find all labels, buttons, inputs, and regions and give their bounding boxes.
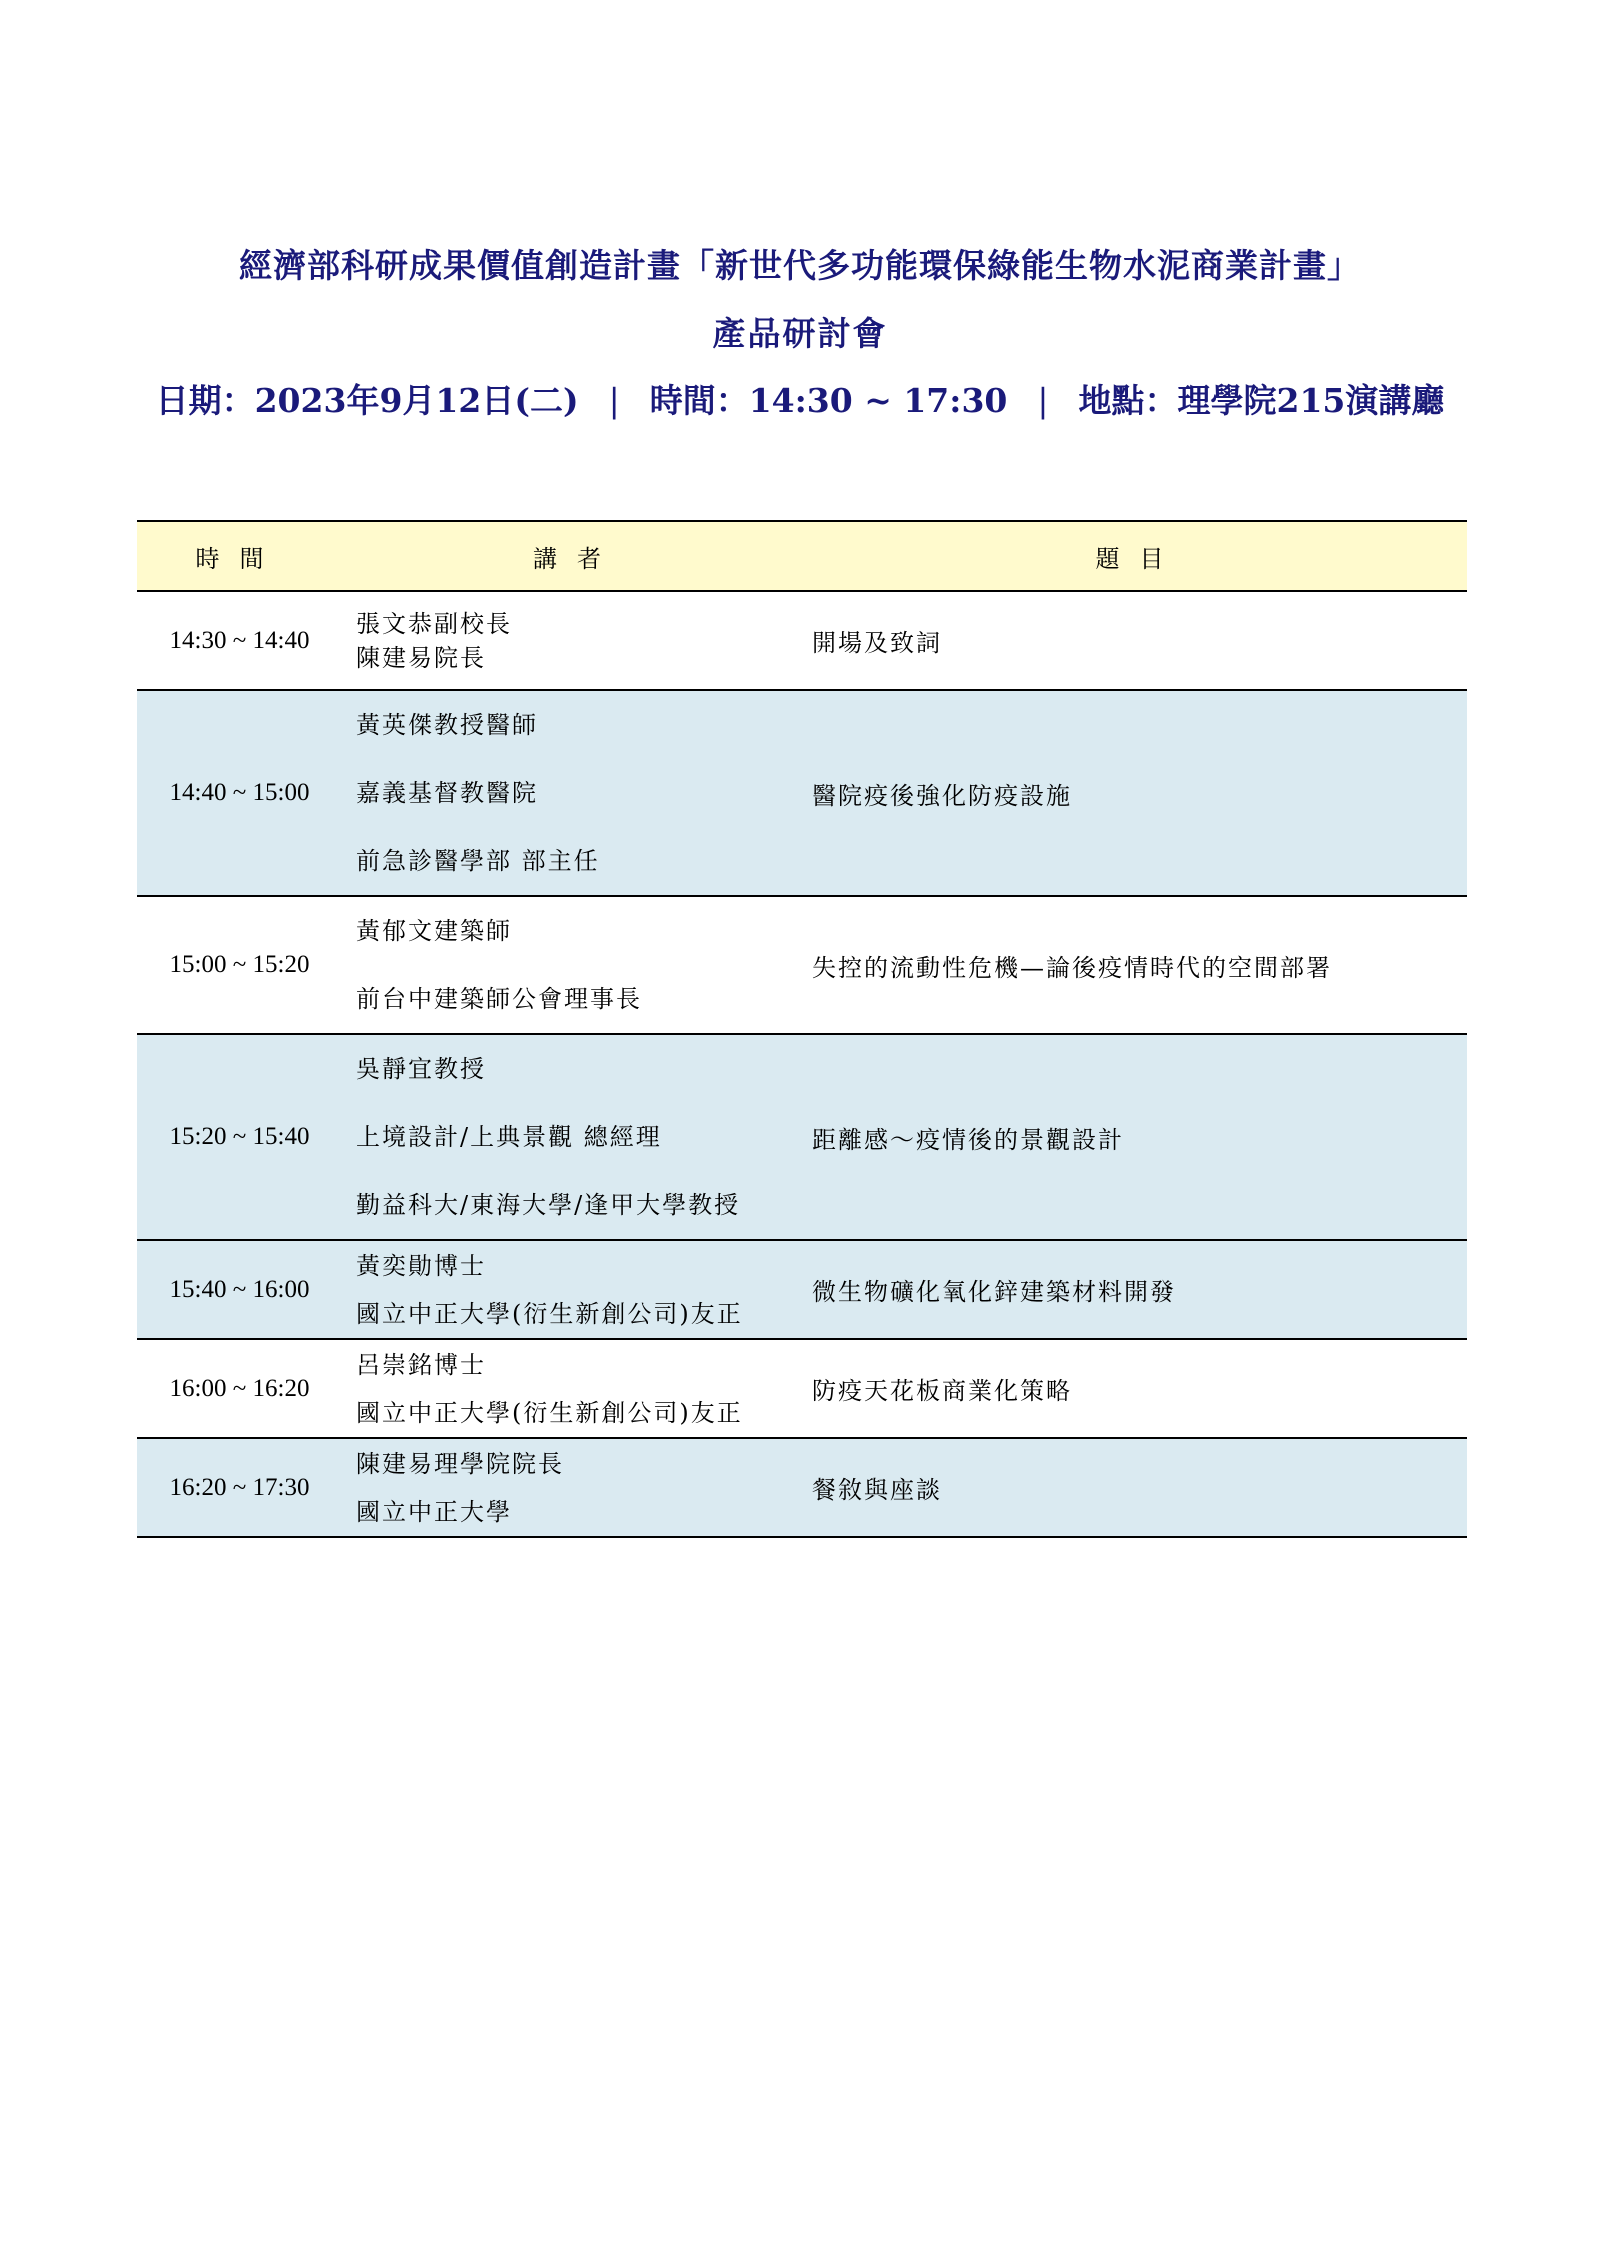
session-topic: 微生物礦化氧化鋅建築材料開發: [812, 1240, 1467, 1339]
session-speaker: [342, 1240, 812, 1339]
title-line-2: 產品研討會: [712, 314, 888, 353]
speaker-line: 上境設計/上典景觀 總經理: [356, 1123, 662, 1151]
speaker-line: 陳建易理學院院長: [356, 1449, 564, 1478]
speaker-line: 前急診醫學部 部主任: [356, 847, 600, 875]
session-topic: 醫院疫後強化防疫設施: [812, 690, 1467, 896]
speaker-line: 張文恭副校長: [356, 609, 512, 638]
event-date: 日期：2023年9月12日(二): [155, 381, 579, 420]
event-time: 時間：14:30 ~ 17:30: [649, 381, 1008, 420]
session-time: 16:20 ~ 17:30: [137, 1438, 342, 1537]
speaker-line: 國立中正大學: [356, 1497, 512, 1526]
info-separator: |: [1037, 381, 1049, 420]
session-speaker: [342, 1034, 812, 1240]
speaker-line: 國立中正大學(衍生新創公司)友正: [356, 1299, 743, 1328]
speaker-line: 黃郁文建築師: [356, 917, 512, 945]
title-line-1: 經濟部科研成果價值創造計畫「新世代多功能環保綠能生物水泥商業計畫」: [239, 246, 1361, 285]
session-time: 15:40 ~ 16:00: [137, 1240, 342, 1339]
session-speaker: [342, 1339, 812, 1438]
session-time: 16:00 ~ 16:20: [137, 1339, 342, 1438]
speaker-line: 呂崇銘博士: [356, 1350, 486, 1379]
event-place: 地點：理學院215演講廳: [1078, 381, 1445, 420]
session-topic: 失控的流動性危機—論後疫情時代的空間部署: [812, 896, 1467, 1034]
session-time: 14:30 ~ 14:40: [137, 591, 342, 690]
table-row: [137, 591, 1467, 690]
table-row: [137, 1034, 1467, 1240]
table-row: [137, 1438, 1467, 1537]
table-row: [137, 1240, 1467, 1339]
header-topic: 題目: [812, 521, 1467, 591]
speaker-line: 吳靜宜教授: [356, 1055, 486, 1083]
session-speaker: [342, 591, 812, 690]
session-topic: 防疫天花板商業化策略: [812, 1339, 1467, 1438]
table-row: [137, 896, 1467, 1034]
session-time: 15:00 ~ 15:20: [137, 896, 342, 1034]
session-speaker: [342, 690, 812, 896]
agenda-table: [137, 520, 1467, 1538]
session-time: 14:40 ~ 15:00: [137, 690, 342, 896]
speaker-line: 黃奕勛博士: [356, 1251, 486, 1280]
table-row: [137, 690, 1467, 896]
speaker-line: 前台中建築師公會理事長: [356, 985, 642, 1013]
speaker-line: 黃英傑教授醫師: [356, 711, 538, 739]
session-speaker: [342, 1438, 812, 1537]
session-speaker: [342, 896, 812, 1034]
session-time: 15:20 ~ 15:40: [137, 1034, 342, 1240]
speaker-line: 國立中正大學(衍生新創公司)友正: [356, 1398, 743, 1427]
header-time: 時間: [137, 521, 342, 591]
session-topic: 開場及致詞: [812, 591, 1467, 690]
event-info-line: [0, 375, 1600, 422]
speaker-line: 陳建易院長: [356, 643, 486, 672]
speaker-line: 嘉義基督教醫院: [356, 779, 538, 807]
speaker-line: 勤益科大/東海大學/逢甲大學教授: [356, 1191, 741, 1219]
table-header-row: [137, 521, 1467, 591]
session-topic: 餐敘與座談: [812, 1438, 1467, 1537]
info-separator: |: [608, 381, 620, 420]
table-row: [137, 1339, 1467, 1438]
session-topic: 距離感～疫情後的景觀設計: [812, 1034, 1467, 1240]
header-speaker: 講者: [342, 521, 812, 591]
